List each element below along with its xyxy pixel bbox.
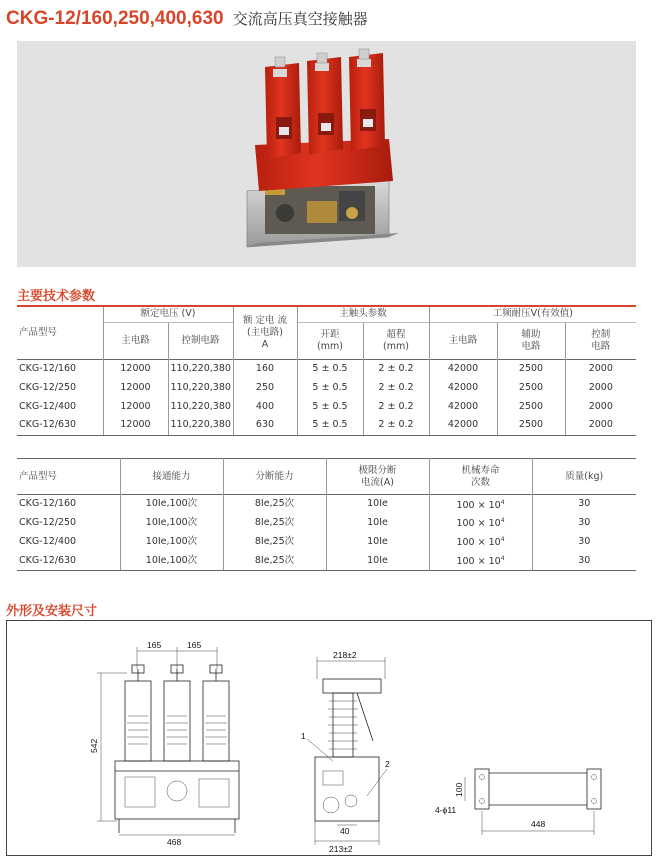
cell-pf-ctrl: 2000 xyxy=(565,416,636,435)
header-gap-line2: (mm) xyxy=(317,340,343,352)
cell-limit: 10Ie xyxy=(326,533,429,552)
cell-pf-aux: 2500 xyxy=(497,378,565,397)
header-mech-line1: 机械寿命 xyxy=(461,464,500,476)
cell-pf-main: 42000 xyxy=(429,359,497,378)
technical-parameters-table xyxy=(17,305,636,436)
cell-overtravel: 2 ± 0.2 xyxy=(363,416,429,435)
front-width-dimension: 468 xyxy=(167,837,182,847)
header-limit-line1: 极限分断 xyxy=(358,464,397,476)
mech-exponent: 4 xyxy=(500,536,505,544)
cell-pf-aux: 2500 xyxy=(497,359,565,378)
mech-base: 100 × 10 xyxy=(456,518,501,530)
cell-main-voltage: 12000 xyxy=(103,416,168,435)
header-main-contact: 主触头参数 xyxy=(297,306,429,322)
header-pf-aux-line2: 电路 xyxy=(521,340,541,352)
header-mass: 质量(kg) xyxy=(532,459,636,495)
header-rated-current xyxy=(233,306,297,359)
header-pf-ctrl-line1: 控制 xyxy=(591,328,611,340)
page-title xyxy=(6,8,368,30)
cell-overtravel: 2 ± 0.2 xyxy=(363,378,429,397)
table-row xyxy=(17,378,636,397)
callout-1: 1 xyxy=(301,731,306,741)
header-overtravel-line1: 超程 xyxy=(386,328,406,340)
header-making-capacity: 接通能力 xyxy=(120,459,223,495)
header-model: 产品型号 xyxy=(19,326,58,338)
cell-limit: 10Ie xyxy=(326,514,429,533)
cell-making: 10Ie,100次 xyxy=(120,514,223,533)
header-breaking-capacity: 分断能力 xyxy=(223,459,326,495)
cell-control-voltage: 110,220,380 xyxy=(168,416,233,435)
performance-table xyxy=(17,458,636,571)
cell-mech-life xyxy=(429,514,532,533)
cell-pf-main: 42000 xyxy=(429,397,497,416)
table-subheader-row xyxy=(17,322,636,359)
cell-pf-main: 42000 xyxy=(429,378,497,397)
cell-making: 10Ie,100次 xyxy=(120,533,223,552)
cell-breaking: 8Ie,25次 xyxy=(223,533,326,552)
tech-params-heading: 主要技术参数 xyxy=(17,289,96,304)
cell-gap: 5 ± 0.5 xyxy=(297,416,363,435)
cell-control-voltage: 110,220,380 xyxy=(168,397,233,416)
table-row xyxy=(17,359,636,378)
cell-breaking: 8Ie,25次 xyxy=(223,552,326,571)
cell-mass: 30 xyxy=(532,514,636,533)
cell-model: CKG-12/630 xyxy=(17,416,103,435)
dimension-drawing-svg xyxy=(7,621,652,856)
mech-base: 100 × 10 xyxy=(456,499,501,511)
product-model-title: CKG-12/160,250,400,630 xyxy=(6,8,224,29)
pole-1 xyxy=(125,665,151,761)
product-description: 交流高压真空接触器 xyxy=(232,10,368,28)
cell-main-voltage: 12000 xyxy=(103,359,168,378)
cell-breaking: 8Ie,25次 xyxy=(223,495,326,514)
product-photo xyxy=(17,41,636,267)
header-gap xyxy=(297,322,363,359)
header-mech-line2: 次数 xyxy=(470,476,490,488)
cell-gap: 5 ± 0.5 xyxy=(297,359,363,378)
header-pf-aux xyxy=(497,322,565,359)
vacuum-contactor-illustration xyxy=(17,41,636,267)
table-row xyxy=(17,495,636,514)
table-row xyxy=(17,416,636,435)
side-offset-dimension: 40 xyxy=(340,826,350,836)
table-header-row xyxy=(17,459,636,495)
cell-overtravel: 2 ± 0.2 xyxy=(363,359,429,378)
mount-holes-label: 4-ϕ11 xyxy=(435,805,457,815)
cell-pf-ctrl: 2000 xyxy=(565,397,636,416)
cell-model: CKG-12/250 xyxy=(19,517,77,528)
header-pf-ctrl-line2: 电路 xyxy=(591,340,611,352)
side-top-width-dimension: 218±2 xyxy=(333,650,357,660)
cell-mass: 30 xyxy=(532,495,636,514)
cell-mass: 30 xyxy=(532,533,636,552)
cell-limit: 10Ie xyxy=(326,495,429,514)
header-limit-line2: 电流(A) xyxy=(361,476,394,488)
cell-current: 630 xyxy=(233,416,297,435)
cell-model: CKG-12/630 xyxy=(17,552,120,571)
table-header-row xyxy=(17,306,636,322)
dimensions-heading: 外形及安装尺寸 xyxy=(6,604,98,619)
header-power-freq: 工频耐压V(有效值) xyxy=(429,306,636,322)
header-overtravel-line2: (mm) xyxy=(383,340,409,352)
cell-model: CKG-12/400 xyxy=(19,400,77,412)
table-row xyxy=(17,514,636,533)
mech-exponent: 4 xyxy=(500,555,505,563)
cell-current: 160 xyxy=(233,359,297,378)
table-row xyxy=(17,397,636,416)
cell-pf-ctrl: 2000 xyxy=(565,378,636,397)
cell-model: CKG-12/160 xyxy=(17,359,103,378)
cell-main-voltage: 12000 xyxy=(103,397,168,416)
mech-base: 100 × 10 xyxy=(456,556,501,568)
front-view xyxy=(89,640,239,847)
cell-current: 400 xyxy=(233,397,297,416)
side-view xyxy=(301,650,390,854)
header-rated-current-line2: (主电路) xyxy=(247,326,283,338)
pole-3 xyxy=(203,665,229,761)
cell-limit: 10Ie xyxy=(326,552,429,571)
header-mechanical-life xyxy=(429,459,532,495)
mech-exponent: 4 xyxy=(500,517,505,525)
cell-making: 10Ie,100次 xyxy=(120,552,223,571)
cell-overtravel: 2 ± 0.2 xyxy=(363,397,429,416)
mounting-plan xyxy=(435,769,601,835)
cell-mech-life xyxy=(429,552,532,571)
header-overtravel xyxy=(363,322,429,359)
pitch-dimension-2: 165 xyxy=(187,640,202,650)
height-dimension: 542 xyxy=(89,738,99,753)
cell-main-voltage: 12000 xyxy=(103,378,168,397)
table-row xyxy=(17,533,636,552)
cell-model: CKG-12/160 xyxy=(17,495,120,514)
cell-pf-aux: 2500 xyxy=(497,416,565,435)
mech-base: 100 × 10 xyxy=(456,537,501,549)
cell-model: CKG-12/400 xyxy=(19,536,77,547)
header-pf-ctrl xyxy=(565,322,636,359)
cell-control-voltage: 110,220,380 xyxy=(168,359,233,378)
cell-gap: 5 ± 0.5 xyxy=(297,397,363,416)
mech-exponent: 4 xyxy=(500,498,505,506)
cell-pf-main: 42000 xyxy=(429,416,497,435)
cell-model: CKG-12/250 xyxy=(19,381,77,393)
header-control-circuit: 控制电路 xyxy=(168,322,233,359)
cell-pf-aux: 2500 xyxy=(497,397,565,416)
mount-length-dimension: 448 xyxy=(531,819,546,829)
header-rated-current-line1: 额 定电 流 xyxy=(242,314,288,326)
header-rated-current-line3: A xyxy=(261,338,269,350)
header-model: 产品型号 xyxy=(19,470,58,482)
header-gap-line1: 开距 xyxy=(320,328,340,340)
cell-pf-ctrl: 2000 xyxy=(565,359,636,378)
side-bottom-width-dimension: 213±2 xyxy=(329,844,353,854)
cell-breaking: 8Ie,25次 xyxy=(223,514,326,533)
pole-2 xyxy=(164,665,190,761)
table-row xyxy=(17,552,636,571)
header-pf-main: 主电路 xyxy=(429,322,497,359)
cell-gap: 5 ± 0.5 xyxy=(297,378,363,397)
cell-mech-life xyxy=(429,533,532,552)
header-pf-aux-line1: 辅助 xyxy=(521,328,541,340)
cell-mech-life xyxy=(429,495,532,514)
cell-control-voltage: 110,220,380 xyxy=(168,378,233,397)
mount-spacing-dimension: 100 xyxy=(454,782,464,797)
dimension-drawing xyxy=(6,620,652,856)
header-rated-voltage: 额定电压 (V) xyxy=(103,306,233,322)
header-limit-breaking xyxy=(326,459,429,495)
header-main-circuit: 主电路 xyxy=(103,322,168,359)
callout-2: 2 xyxy=(385,759,390,769)
cell-current: 250 xyxy=(233,378,297,397)
cell-mass: 30 xyxy=(532,552,636,571)
pitch-dimension-1: 165 xyxy=(147,640,162,650)
cell-making: 10Ie,100次 xyxy=(120,495,223,514)
